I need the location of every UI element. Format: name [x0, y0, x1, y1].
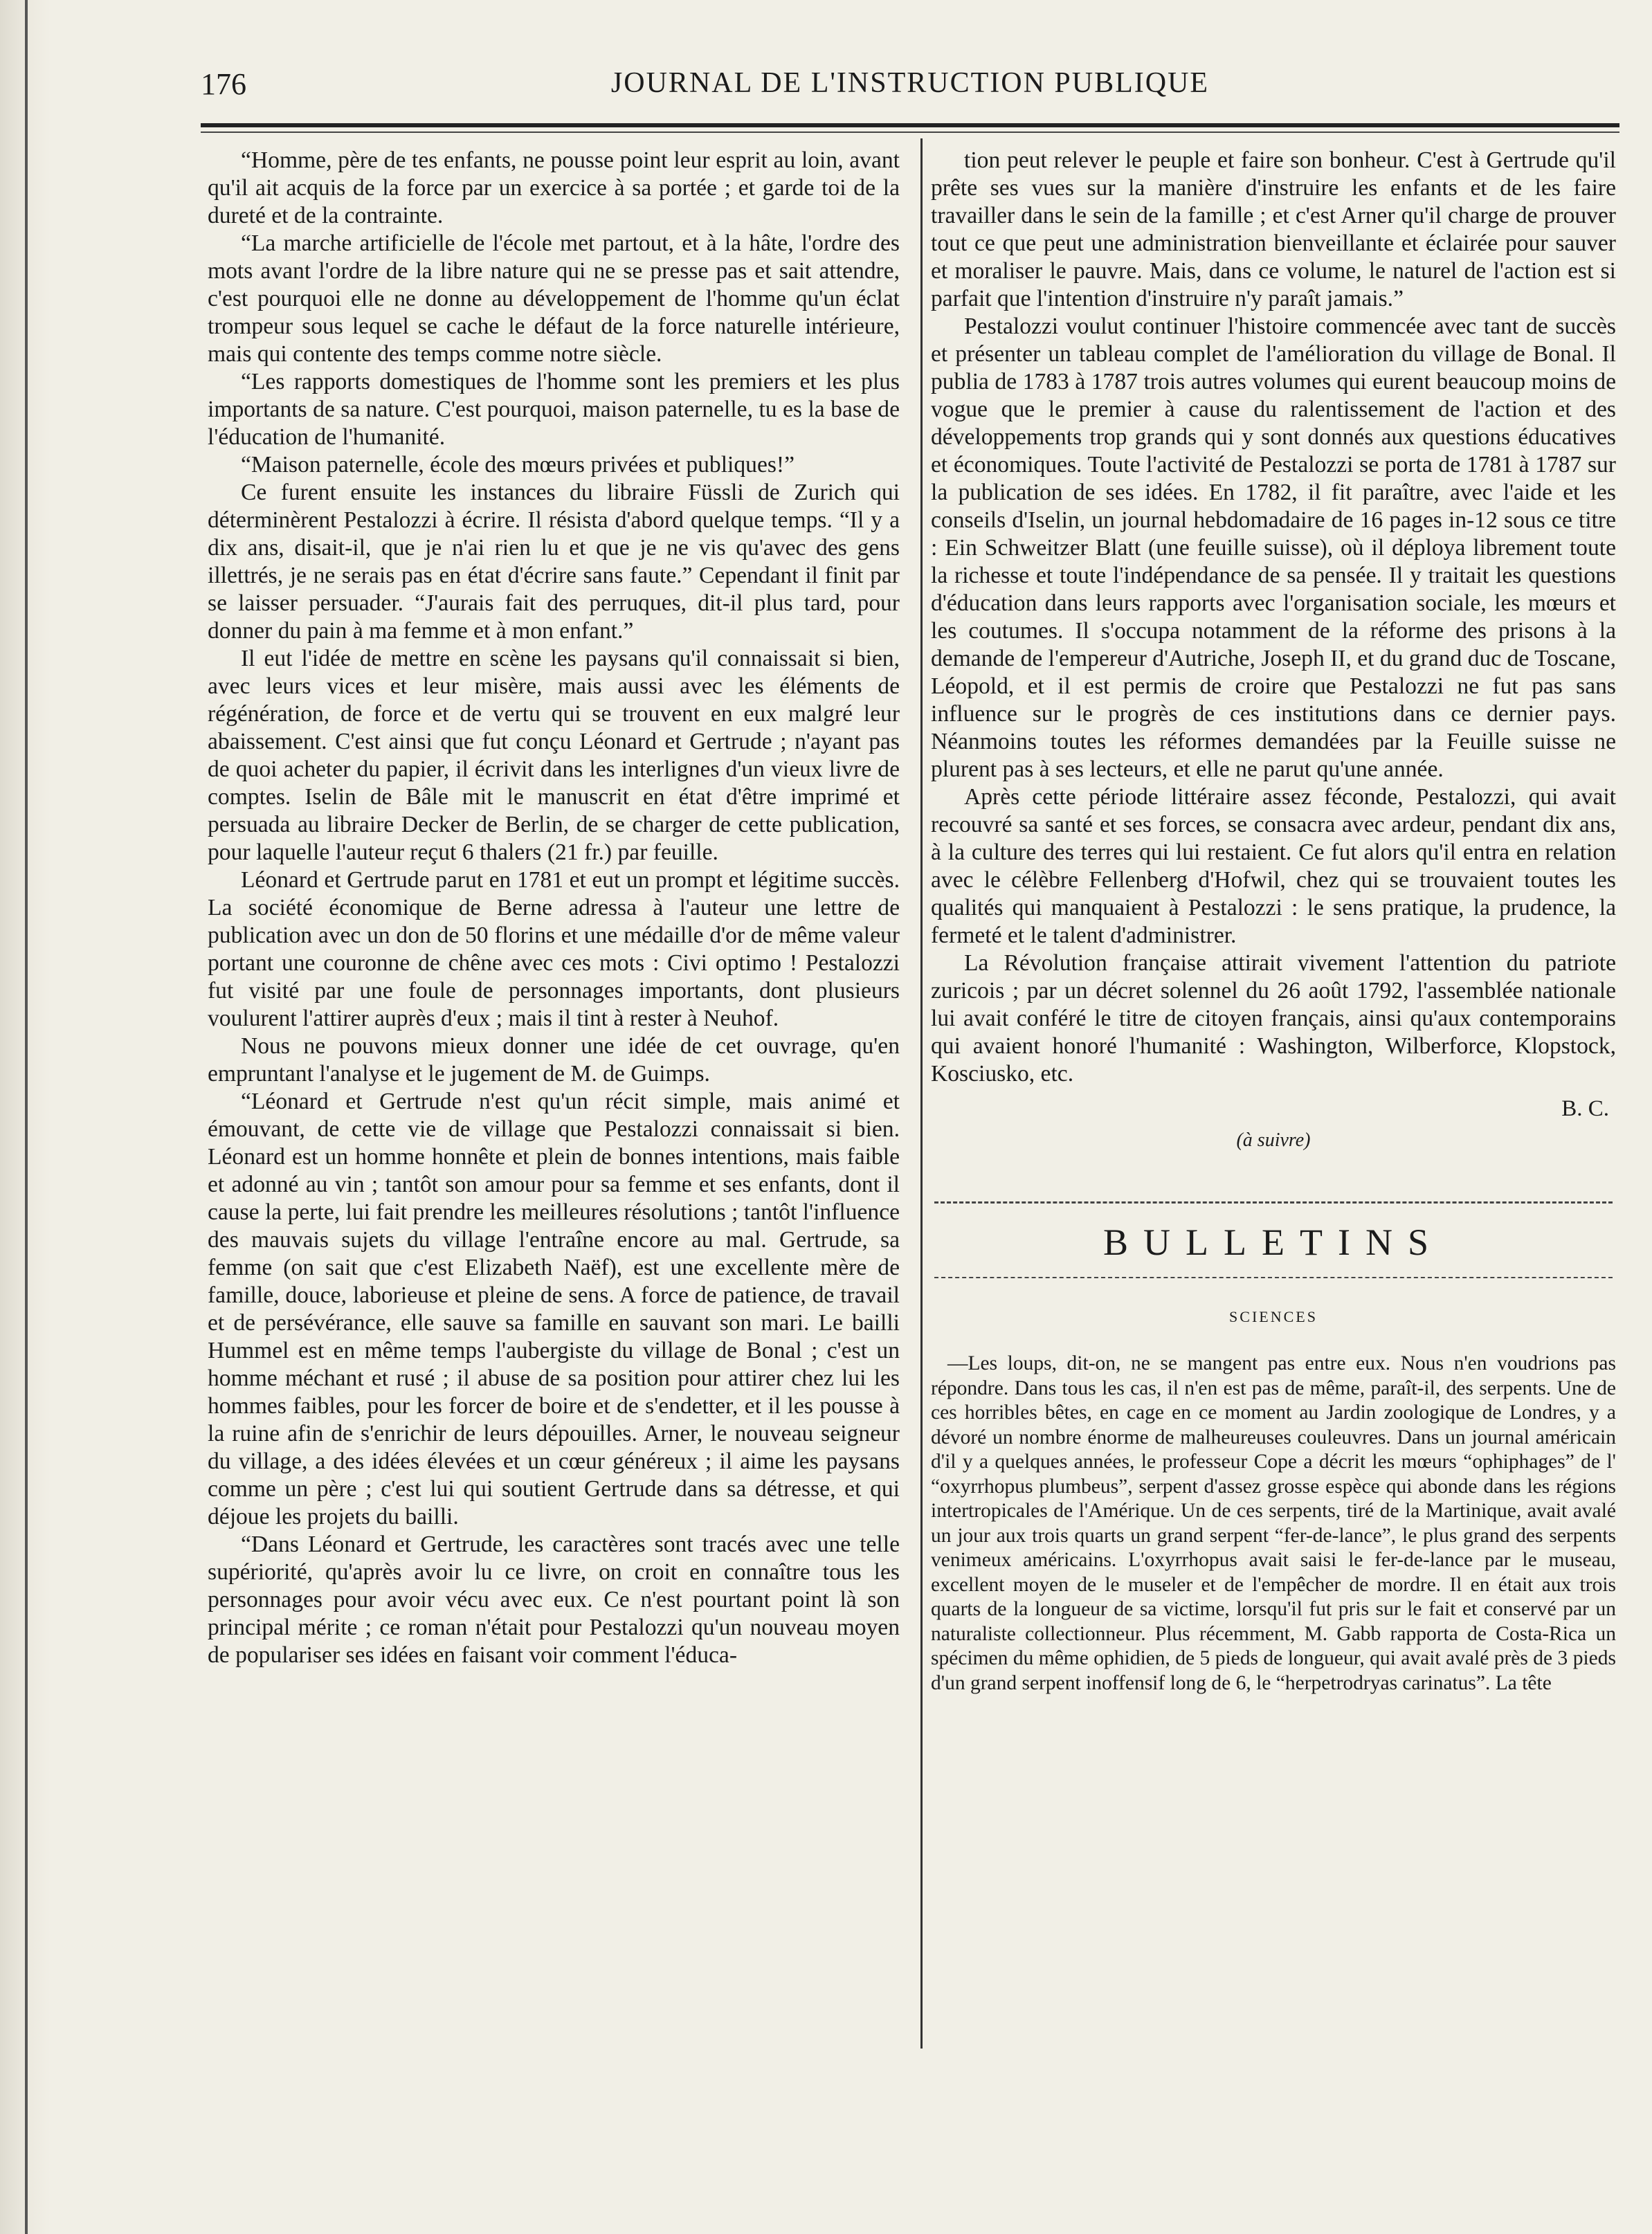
paragraph: Il eut l'idée de mettre en scène les paysans qu'il connaissait si bien, avec leurs vices et leur misère, mais aussi avec les éléments de régénération, de force et de vertu qui se trouvent en eux malgré leur abaissement. C'est ainsi que fut conçu Léonard et Gertrude ; n'ayant pas de quoi acheter du papier, il écrivit dans les interlignes d'un vieux livre de comptes. Iselin de Bâle mit le manuscrit en état d'être imprimé et persuada au libraire Decker de Berlin, de se charger de cette publication, pour laquelle l'auteur reçut 6 thalers (21 fr.) par feuille.: [208, 646, 900, 865]
page-number: 176: [201, 67, 246, 101]
paragraph: “Dans Léonard et Gertrude, les caractères sont tracés avec une telle supériorité, qu'après avoir lu ce livre, on croit en connaître tous les personnages pour avoir vécu avec eux. Ce n'est pourtant point là son principal mérite ; ce roman n'était pour Pestalozzi qu'un nouveau moyen de populariser ses idées en faisant voir comment l'éduca-: [208, 1532, 900, 1668]
continued-note: (à suivre): [1236, 1129, 1311, 1151]
sciences-subheading: SCIENCES: [1229, 1308, 1318, 1325]
paragraph: —Les loups, dit-on, ne se mangent pas entre eux. Nous n'en voudrions pas répondre. Dans tous les cas, il n'en est pas de même, paraît-il, des serpents. Une de ces horribles bêtes, en cage en ce moment au Jardin zoologique de Londres, y a dévoré un nombre énorme de malheureuses couleuvres. Dans un journal américain d'il y a quelques années, le professeur Cope a décrit les mœurs “ophiphages” de l' “oxyrrhopus plumbeus”, serpent d'assez grosse espèce qui abonde dans les régions intertropicales de l'Amérique. Un de ces serpents, tiré de la Martinique, avait avalé un jour aux trois quarts un grand serpent “fer-de-lance”, le plus grand des serpents venimeux américains. L'oxyrrhopus avait saisi le fer-de-lance par le museau, excellent moyen de le museler et de l'empêcher de mordre. Il en était aux trois quarts de la longueur de sa victime, lorsqu'il fut pris sur le fait et conservé par un naturaliste collectionneur. Plus récemment, M. Gabb rapporta de Costa-Rica un spécimen du même ophidien, de 5 pieds de longueur, qui avait avalé près de 3 pieds d'un grand serpent inoffensif long de 6, le “herpetrodryas carinatus”. La tête: [931, 1352, 1616, 1694]
bulletin-body: [931, 1352, 1616, 1696]
paragraph: Nous ne pouvons mieux donner une idée de cet ouvrage, qu'en empruntant l'analyse et le jugement de M. de Guimps.: [208, 1033, 900, 1087]
paragraph: Après cette période littéraire assez féconde, Pestalozzi, qui avait recouvré sa santé et ses forces, se consacra avec ardeur, pendant dix ans, à la culture des terres qui lui restaient. Ce fut alors qu'il entra en relation avec le célèbre Fellenberg d'Hofwil, chez qui se trouvaient toutes les qualités qui manquaient à Pestalozzi : le sens pratique, la prudence, la fermeté et le talent d'administrer.: [931, 784, 1616, 948]
left-column: [208, 147, 900, 1669]
running-title: JOURNAL DE L'INSTRUCTION PUBLIQUE: [610, 67, 1210, 99]
bulletins-rule: [934, 1277, 1613, 1278]
right-column: [931, 147, 1616, 1696]
binding-rule: [25, 0, 28, 2234]
header-rule-thick: [201, 123, 1619, 127]
paragraph: Pestalozzi voulut continuer l'histoire commencée avec tant de succès et présenter un tableau complet de l'amélioration du village de Bonal. Il publia de 1783 à 1787 trois autres volumes qui eurent beaucoup moins de vogue que le premier à cause du ralentissement de l'action et des développements trop grands qui y sont donnés aux questions éducatives et économiques. Toute l'activité de Pestalozzi se porta de 1781 à 1787 sur la publication de ses idées. En 1782, il fit paraître, avec l'aide et les conseils d'Iselin, un journal hebdomadaire de 16 pages in-12 sous ce titre : Ein Schweitzer Blatt (une feuille suisse), où il déploya librement toute la richesse et toute l'indépendance de sa pensée. Il y traitait les questions d'éducation dans leurs rapports avec l'organisation sociale, les mœurs et les coutumes. Il s'occupa notamment de la réforme des prisons à la demande de l'empereur d'Autriche, Joseph II, et du grand duc de Toscane, Léopold, et il est permis de croire que Pestalozzi ne fut pas sans influence sur le progrès de ces institutions dans ce dernier pays. Néanmoins toutes les réformes demandées par la Feuille suisse ne plurent pas à ses lecteurs, et elle ne parut qu'une année.: [931, 314, 1616, 782]
paragraph: Ce furent ensuite les instances du libraire Füssli de Zurich qui déterminèrent Pestalozzi à écrire. Il résista d'abord quelque temps. “Il y a dix ans, disait-il, que je n'ai rien lu et que je ne vis qu'avec des gens illettrés, je ne serais pas en état d'écrire sans faute.” Cependant il finit par se laisser persuader. “J'aurais fait des perruques, dit-il plus tard, pour donner du pain à ma femme et à mon enfant.”: [208, 480, 900, 644]
paragraph: “La marche artificielle de l'école met partout, et à la hâte, l'ordre des mots avant l'ordre de la libre nature qui ne se presse pas et sait attendre, c'est pourquoi elle ne donne au développement de l'homme qu'un éclat trompeur sous lequel se cache le défaut de la force naturelle intérieure, mais qui contente des temps comme notre siècle.: [208, 230, 900, 367]
paragraph: “Maison paternelle, école des mœurs privées et publiques!”: [241, 452, 795, 478]
bulletins-heading: BULLETINS: [1103, 1222, 1444, 1263]
section-separator: [934, 1201, 1613, 1204]
paragraph: “Léonard et Gertrude n'est qu'un récit simple, mais animé et émouvant, de cette vie de village que Pestalozzi connaissait si bien. Léonard est un homme honnête et plein de bonnes intentions, mais faible et adonné au vin ; tantôt son amour pour sa femme et ses enfants, dont il cause la perte, lui fait prendre les meilleures résolutions ; tantôt l'influence des mauvais sujets du village l'entraîne encore au mal. Gertrude, sa femme (on sait que c'est Elizabeth Naëf), est une excellente mère de famille, douce, laborieuse et pleine de sens. A force de patience, de travail et de persévérance, elle sauve sa famille en sauvant son mari. Le bailli Hummel est en même temps l'aubergiste du village de Bonal ; c'est un homme méchant et rusé ; il abuse de sa position pour attirer chez lui les hommes faibles, pour les forcer de boire et de s'endetter, et il les pousse à la ruine afin de s'enrichir de leurs dépouilles. Arner, le nouveau seigneur du village, a des idées élevées et un cœur généreux ; il aime les paysans comme un père ; c'est lui qui soutient Gertrude dans sa détresse, et qui déjoue les projets du bailli.: [208, 1089, 900, 1529]
paragraph: “Les rapports domestiques de l'homme sont les premiers et les plus importants de sa nature. C'est pourquoi, maison paternelle, tu es la base de l'éducation de l'humanité.: [208, 369, 900, 450]
article-end: [931, 1095, 1616, 1154]
paragraph: La Révolution française attirait vivement l'attention du patriote zuricois ; par un décret solennel du 26 août 1792, l'assemblée nationale lui avait conféré le titre de citoyen français, ainsi qu'aux contemporains qui avaient honoré l'humanité : Washington, Wilberforce, Klopstock, Kosciusko, etc.: [931, 950, 1616, 1087]
paragraph: tion peut relever le peuple et faire son bonheur. C'est à Gertrude qu'il prête ses vues sur la manière d'instruire les enfants et de les faire travailler dans le sein de la famille ; et c'est Arner qu'il charge de prouver tout ce que peut une administration bienveillante et éclairée pour sauver et moraliser le pauvre. Mais, dans ce volume, le naturel de l'action est si parfait que l'intention d'instruire n'y paraît jamais.”: [931, 147, 1616, 311]
page-header: [201, 66, 1619, 108]
paragraph: Léonard et Gertrude parut en 1781 et eut un prompt et légitime succès. La société économique de Berne adressa à l'auteur une lettre de publication avec un don de 50 florins et une médaille d'or de même valeur portant une couronne de chêne avec ces mots : Civi optimo ! Pestalozzi fut visité par une foule de personnages importants, dont plusieurs voulurent l'attirer auprès d'eux ; mais il tint à rester à Neuhof.: [208, 867, 900, 1031]
paragraph: “Homme, père de tes enfants, ne pousse point leur esprit au loin, avant qu'il ait acquis de la force par un exercice à sa portée ; et garde toi de la dureté et de la contrainte.: [208, 147, 900, 228]
header-rule-thin: [201, 131, 1619, 133]
column-divider: [920, 138, 923, 2049]
author-signoff: B. C.: [1561, 1096, 1609, 1121]
